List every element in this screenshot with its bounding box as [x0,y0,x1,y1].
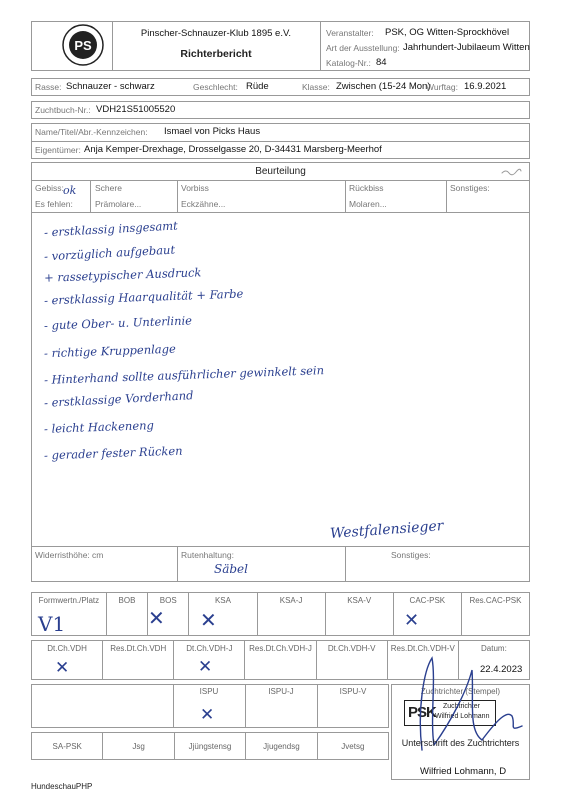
sex-label: Geschlecht: [193,82,238,92]
teeth-other-label: Sonstiges: [450,183,490,193]
svg-text:PS: PS [74,38,92,53]
cac-psk-cross-icon: ✕ [404,610,420,631]
bite-handwriting: ok [63,184,77,197]
show-label: Art der Ausstellung: [326,43,400,53]
judge-name: Wilfried Lohmann, D [420,766,507,777]
award-header: Datum: [481,644,507,653]
rueckbiss-label: Rückbiss [349,183,384,193]
award-header: Jsg [132,742,145,751]
eval-line: - gute Ober- u. Unterlinie [43,313,193,333]
club-name: Pinscher-Schnauzer-Klub 1895 e.V. [140,28,292,39]
award-header: Formwertn./Platz [38,596,100,605]
award-cell [245,641,316,679]
breed-value: Schnauzer - schwarz [66,81,155,92]
signature-label: Unterschrift des Zuchtrichters [401,738,520,748]
report-title: Richterbericht [180,48,252,60]
ispu-cross-icon: ✕ [200,705,215,725]
evaluation-title: Beurteilung [255,166,306,177]
breed-label: Rasse: [35,82,62,92]
eval-line: - Hinterhand sollte ausführlicher gewinkelt sein [43,363,325,387]
eval-line: + rassetypischer Ausdruck [43,265,202,285]
scribble-icon [500,164,522,182]
organizer-value: PSK, OG Witten-Sprockhövel [385,27,510,38]
eval-line: - vorzüglich aufgebaut [43,242,176,264]
stamp-title: Zuchtrichter [443,703,480,710]
gebiss-label: Gebiss: [35,183,64,193]
catalog-value: 84 [376,57,387,68]
award-header: ISPU-V [339,687,367,696]
award-header: Jjüngstensg [188,742,232,751]
missing-label: Es fehlen: [35,199,73,209]
award-header: Res.Dt.Ch.VDH [110,644,167,653]
award-cell [107,593,148,635]
award-cell [103,733,174,759]
award-cell [103,641,174,679]
award-header: KSA [214,596,231,605]
catalog-label: Katalog-Nr.: [326,58,371,68]
canines-label: Eckzähne... [181,199,226,209]
premolars-label: Prämolare... [95,199,142,209]
molars-label: Molaren... [349,199,387,209]
award-cell [462,593,529,635]
eval-line: - erstklassig Haarqualität + Farbe [43,286,244,308]
award-header: Res.Dt.Ch.VDH-J [249,644,312,653]
studbook-label: Zuchtbuch-Nr.: [35,105,91,115]
footer-brand: HundeschauPHP [31,782,93,791]
other-label: Sonstiges: [391,550,431,560]
award-cell [258,593,326,635]
eval-line: - richtige Kruppenlage [43,341,177,361]
award-header: Jvetsg [341,742,365,751]
eval-line: - erstklassig insgesamt [43,218,179,240]
award-header: Res.Dt.Ch.VDH-V [390,644,455,653]
award-header: ISPU [199,687,219,696]
schere-label: Schere [95,183,122,193]
stamp-name: Wilfried Lohmann [435,713,490,720]
award-header: CAC-PSK [409,596,446,605]
sex-value: Rüde [246,81,269,92]
awards-row-1 [31,592,530,636]
award-cell [175,733,246,759]
dog-name: Ismael von Picks Haus [164,126,261,137]
tail-label: Rutenhaltung: [181,550,234,560]
eval-line: - leicht Hackeneng [43,418,155,436]
owner-value: Anja Kemper-Drexhage, Drosselgasse 20, D-34431 Marsberg-Meerhof [84,144,382,155]
owner-label: Eigentümer: [35,145,81,155]
award-cell [318,733,388,759]
withers-label: Widerristhöhe: [35,550,90,560]
stamp-psk: PSK [408,704,436,721]
award-cell [32,733,103,759]
award-header: KSA-J [279,596,303,605]
organizer-label: Veranstalter: [326,28,374,38]
award-header: Dt.Ch.VDH-J [186,644,233,653]
award-header: Dt.Ch.VDH-V [327,644,376,653]
award-header: Res.CAC-PSK [469,596,522,605]
award-date: 22.4.2023 [480,664,523,675]
dt-ch-vdh-j-cross-icon: ✕ [198,657,213,677]
title-handwriting: Westfalensieger [329,518,444,542]
vorbiss-label: Vorbiss [181,183,209,193]
litter-label: Wurftag: [426,82,458,92]
form-value-handwriting: V1 [38,612,66,636]
award-header: SA-PSK [52,742,82,751]
award-header: Jjugendsg [263,742,300,751]
award-cell [317,641,388,679]
litter-value: 16.9.2021 [464,81,507,92]
eval-line: - gerader fester Rücken [43,443,183,463]
award-header: BOS [159,596,177,605]
ksa-cross-icon: ✕ [200,608,217,632]
class-label: Klasse: [302,82,330,92]
award-header: Dt.Ch.VDH [47,644,87,653]
stamp-label: Zuchtrichter (Stempel) [420,687,501,696]
award-header: ISPU-J [268,687,294,696]
award-cell [246,733,317,759]
award-header: KSA-V [347,596,372,605]
award-header: BOB [118,596,136,605]
withers-unit: cm [92,550,104,560]
show-value: Jahrhundert-Jubilaeum Witten [403,42,530,53]
awards-row-4 [31,732,389,760]
award-cell [326,593,394,635]
eval-line: - erstklassige Vorderhand [43,388,194,410]
class-value: Zwischen (15-24 Mon) [336,81,431,92]
dt-ch-vdh-cross-icon: ✕ [55,658,70,678]
bos-cross-icon: ✕ [148,606,165,630]
club-logo [62,24,104,66]
name-label: Name/Titel/Abr.-Kennzeichen: [35,127,148,137]
tail-handwriting: Säbel [214,562,248,576]
studbook-value: VDH21S51005520 [96,104,176,115]
